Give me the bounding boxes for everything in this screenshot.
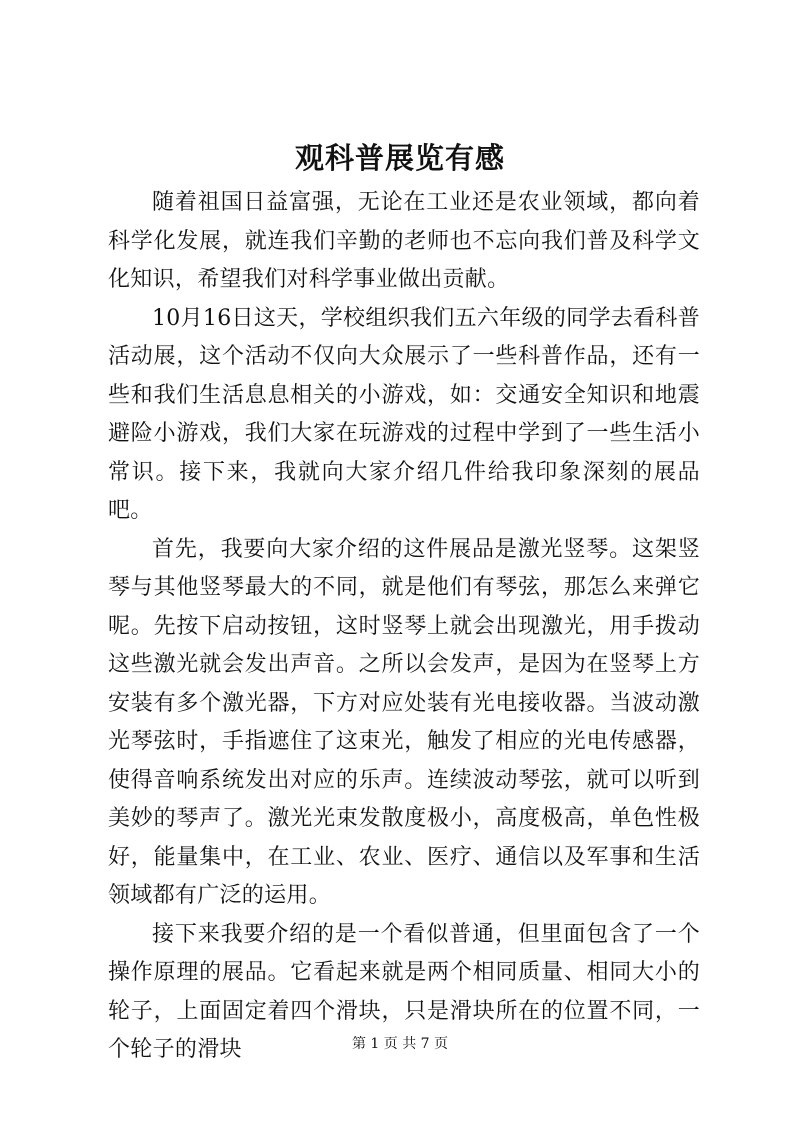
paragraph-3: 首先，我要向大家介绍的这件展品是激光竖琴。这架竖琴与其他竖琴最大的不同，就是他们有琴弦，那怎么来弹它呢。先按下启动按钮，这时竖琴上就会出现激光，用手拨动这些激光就会发出声音。之所以会发声，是因为在竖琴上方安装有多个激光器，下方对应处装有光电接收器。当波动激光琴弦时，手指遮住了这束光，触发了相应的光电传感器，使得音响系统发出对应的乐声。连续波动琴弦，就可以听到美妙的琴声了。激光光束发散度极小，高度极高，单色性极好，能量集中，在工业、农业、医疗、通信以及军事和生活领域都有广泛的运用。 (108, 536, 700, 908)
document-title: 观科普展览有感 (294, 141, 505, 175)
paragraph-2: 10月16日这天，学校组织我们五六年级的同学去看科普活动展，这个活动不仅向大众展示了一些科普作品，还有一些和我们生活息息相关的小游戏，如：交通安全知识和地震避险小游戏，我们大家在玩游戏的过程中学到了一些生活小常识。接下来，我就向大家介绍几件给我印象深刻的展品吧。 (108, 305, 700, 523)
page-footer: 第 1 页 共 7 页 (351, 1036, 449, 1052)
paragraph-4: 接下来我要介绍的是一个看似普通，但里面包含了一个操作原理的展品。它看起来就是两个相同质量、相同大小的轮子，上面固定着四个滑块，只是滑块所在的位置不同，一个轮子的滑块 (108, 921, 700, 1062)
document-body (108, 184, 700, 1070)
paragraph-1: 随着祖国日益富强，无论在工业还是农业领域，都向着科学化发展，就连我们辛勤的老师也不忘向我们普及科学文化知识，希望我们对科学事业做出贡献。 (108, 190, 700, 292)
